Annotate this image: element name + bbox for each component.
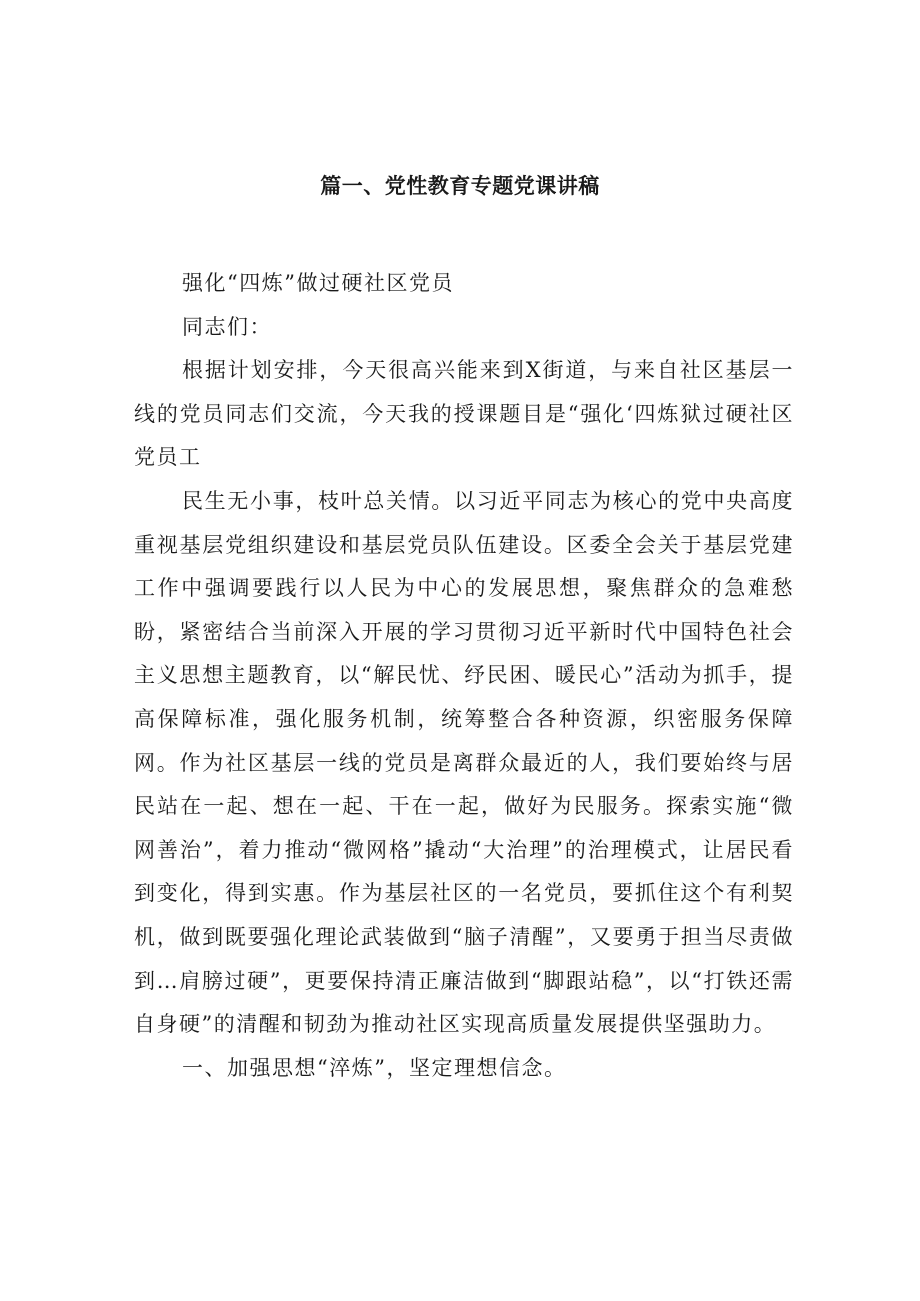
document-title: 篇一、党性教育专题党课讲稿: [320, 174, 600, 198]
document-body: [134, 262, 794, 1090]
section-heading-1: 一、加强思想“淬炼”，坚定理想信念。: [182, 1055, 567, 1080]
paragraph-intro: 根据计划安排，今天很高兴能来到X街道，与来自社区基层一线的党员同志们交流，今天我的授课题目是“强化‘四炼狱过硬社区党员工: [134, 358, 794, 470]
paragraph-main: 民生无小事，枝叶总关情。以习近平同志为核心的党中央高度重视基层党组织建设和基层党员队伍建设。区委全会关于基层党建工作中强调要践行以人民为中心的发展思想，聚焦群众的急难愁盼，紧密结合当前深入开展的学习贯彻习近平新时代中国特色社会主义思想主题教育，以“解民忧、纾民困、暖民心”活动为抓手，提高保障标准，强化服务机制，统筹整合各种资源，织密服务保障网。作为社区基层一线的党员是离群众最近的人，我们要始终与居民站在一起、想在一起、干在一起，做好为民服务。探索实施“微网善治”，着力推动“微网格”撬动“大治理”的治理模式，让居民看到变化，得到实惠。作为基层社区的一名党员，要抓住这个有利契机，做到既要强化理论武装做到“脑子清醒”，又要勇于担当尽责做到…肩膀过硬”，更要保持清正廉洁做到“脚跟站稳”，以“打铁还需自身硬”的清醒和韧劲为推动社区实现高质量发展提供坚强助力。: [134, 488, 794, 1037]
salutation: 同志们：: [182, 314, 272, 339]
speech-subtitle: 强化“四炼”做过硬社区党员: [182, 271, 454, 295]
